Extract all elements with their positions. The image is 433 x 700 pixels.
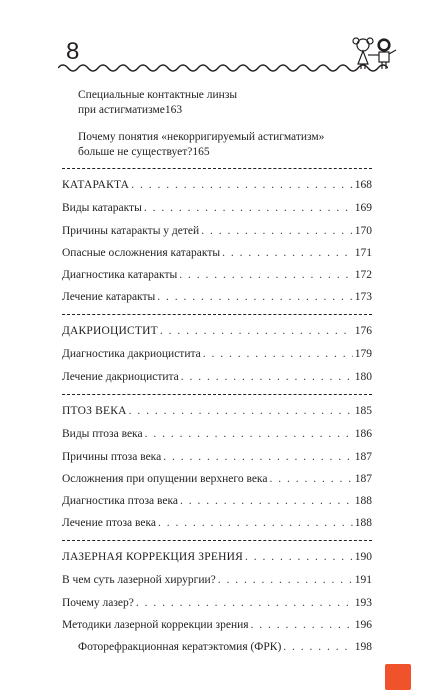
toc-entry[interactable] — [78, 88, 372, 118]
toc-entry[interactable]: Фоторефракционная кератэктомия (ФРК) . . . 198 — [78, 640, 372, 654]
page-number: 8 — [66, 38, 80, 65]
toc-entry[interactable]: Диагностика дакриоцистита . . . 179 — [62, 347, 372, 361]
dot-leader — [222, 246, 353, 260]
dot-leader — [179, 268, 353, 282]
dot-leader — [180, 494, 353, 508]
toc-entry[interactable]: Лечение птоза века . . . 188 — [62, 516, 372, 530]
toc-entry-title: Почему понятия «некорригируемый астигматизм» — [78, 131, 325, 143]
dot-leader — [158, 516, 353, 530]
toc-entry[interactable]: Почему лазер? . . . 193 — [62, 596, 372, 610]
section-divider — [62, 168, 372, 169]
dot-leader — [251, 618, 353, 632]
toc-section-heading[interactable]: ЛАЗЕРНАЯ КОРРЕКЦИЯ ЗРЕНИЯ . . . 190 — [62, 550, 372, 564]
dot-leader — [157, 290, 353, 304]
toc-entry-title: Специальные контактные линзы — [78, 89, 238, 101]
toc-entry[interactable]: Диагностика птоза века . . . 188 — [62, 494, 372, 508]
toc-entry[interactable]: Виды катаракты . . . 169 — [62, 201, 372, 215]
toc-entry[interactable]: В чем суть лазерной хирургии? . . . 191 — [62, 573, 372, 587]
dot-leader — [181, 370, 353, 384]
dot-leader — [283, 640, 352, 654]
dot-leader — [145, 427, 353, 441]
toc-section-heading[interactable]: КАТАРАКТА . . . 168 — [62, 178, 372, 192]
toc-entry[interactable]: Опасные осложнения катаракты . . . 171 — [62, 246, 372, 260]
dot-leader — [201, 224, 353, 238]
section-divider — [62, 394, 372, 395]
dot-leader — [245, 550, 353, 564]
dot-leader — [269, 472, 352, 486]
dot-leader — [218, 573, 353, 587]
toc-entry[interactable]: Лечение дакриоцистита . . . 180 — [62, 370, 372, 384]
dot-leader — [129, 404, 353, 418]
toc-entry[interactable]: Причины птоза века . . . 187 — [62, 450, 372, 464]
dot-leader — [131, 178, 353, 192]
toc-entry-page: 163 — [164, 104, 183, 116]
toc-entry[interactable] — [78, 130, 372, 160]
toc-entry[interactable]: Диагностика катаракты . . . 172 — [62, 268, 372, 282]
toc-section-heading[interactable]: ПТОЗ ВЕКА . . . 185 — [62, 404, 372, 418]
toc-entry-title: при астигматизме — [78, 104, 165, 116]
dot-leader — [136, 596, 353, 610]
toc-entry[interactable]: Виды птоза века . . . 186 — [62, 427, 372, 441]
dot-leader — [160, 324, 353, 338]
toc-entry[interactable]: Причины катаракты у детей . . . 170 — [62, 224, 372, 238]
dot-leader — [163, 450, 353, 464]
dot-leader — [144, 201, 353, 215]
toc-section-heading[interactable]: ДАКРИОЦИСТИТ . . . 176 — [62, 324, 372, 338]
toc-entry[interactable]: Осложнения при опущении верхнего века . . . 187 — [62, 472, 372, 486]
section-divider — [62, 540, 372, 541]
toc-entry-page: 165 — [192, 146, 210, 158]
dot-leader — [203, 347, 353, 361]
publisher-logo — [385, 664, 411, 690]
toc-entry-title: больше не существует? — [78, 146, 193, 158]
toc-entry[interactable]: Методики лазерной коррекции зрения . . . 196 — [62, 618, 372, 632]
section-divider — [62, 314, 372, 315]
toc-entry[interactable]: Лечение катаракты . . . 173 — [62, 290, 372, 304]
